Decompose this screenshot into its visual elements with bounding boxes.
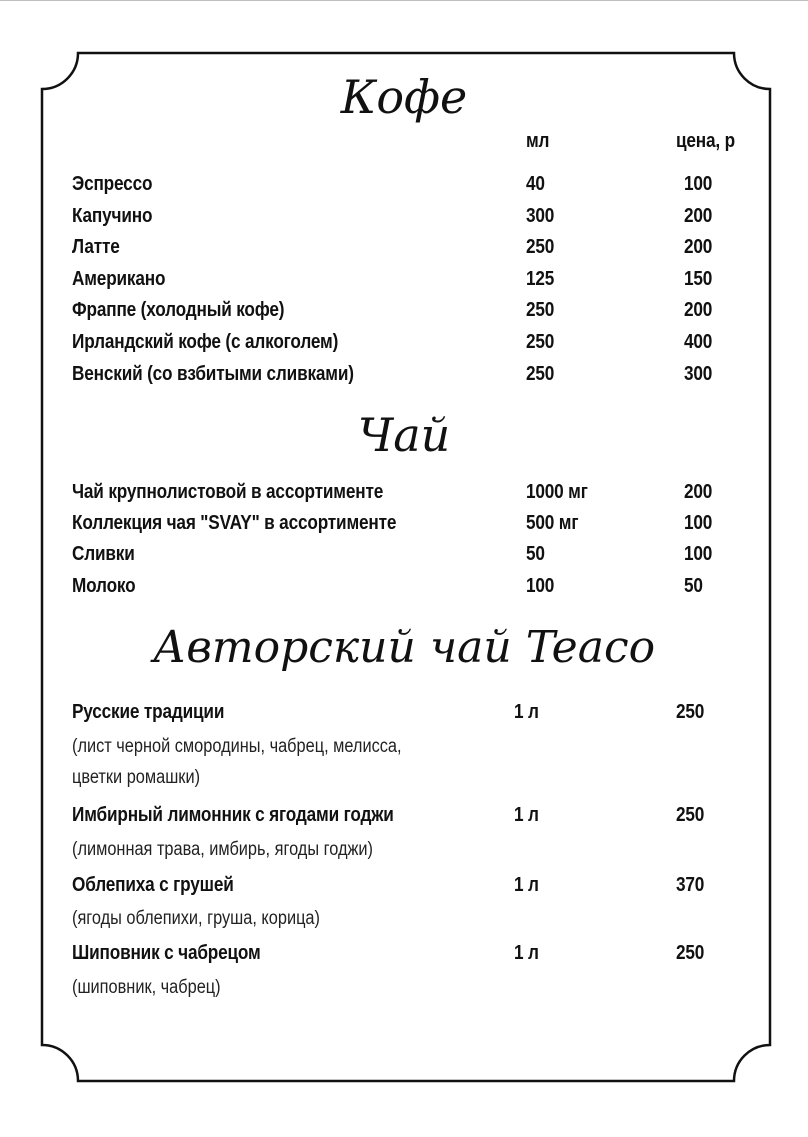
tea-heading: Чай — [357, 408, 451, 462]
price-column-header: цена, р — [676, 130, 735, 152]
coffee-item-volume: 250 — [526, 299, 555, 321]
coffee-item-price: 150 — [684, 268, 713, 290]
coffee-item-price: 400 — [684, 331, 713, 353]
coffee-heading: Кофе — [340, 70, 468, 124]
tea-item-volume: 100 — [526, 575, 555, 597]
author-tea-item-price: 250 — [676, 804, 705, 826]
author-tea-item-description: (ягоды облепихи, груша, корица) — [72, 908, 320, 929]
tea-item-name: Сливки — [72, 543, 135, 565]
author-tea-item-volume: 1 л — [514, 701, 539, 723]
tea-item-price: 50 — [684, 575, 703, 597]
author-tea-item-description: цветки ромашки) — [72, 767, 201, 788]
coffee-item-price: 200 — [684, 205, 713, 227]
author-tea-item-volume: 1 л — [514, 804, 539, 826]
coffee-item-volume: 250 — [526, 331, 555, 353]
coffee-item-name: Фраппе (холодный кофе) — [72, 299, 285, 321]
author-tea-heading: Авторский чай Teaco — [152, 622, 656, 673]
tea-item-volume: 1000 мг — [526, 481, 588, 503]
author-tea-item-name: Русские традиции — [72, 701, 225, 723]
coffee-item-name: Латте — [72, 236, 120, 258]
tea-item-price: 100 — [684, 512, 713, 534]
author-tea-item-volume: 1 л — [514, 874, 539, 896]
volume-column-header: мл — [526, 130, 550, 152]
coffee-item-volume: 250 — [526, 363, 555, 385]
coffee-item-name: Капучино — [72, 205, 153, 227]
coffee-item-name: Эспрессо — [72, 173, 153, 195]
author-tea-item-name: Имбирный лимонник с ягодами годжи — [72, 804, 394, 826]
author-tea-item-price: 250 — [676, 701, 705, 723]
coffee-item-name: Венский (со взбитыми сливками) — [72, 363, 354, 385]
coffee-item-volume: 250 — [526, 236, 555, 258]
author-tea-item-price: 370 — [676, 874, 705, 896]
coffee-item-price: 200 — [684, 299, 713, 321]
coffee-item-name: Американо — [72, 268, 166, 290]
tea-item-volume: 50 — [526, 543, 545, 565]
coffee-item-volume: 125 — [526, 268, 555, 290]
coffee-item-price: 100 — [684, 173, 713, 195]
tea-item-name: Молоко — [72, 575, 136, 597]
author-tea-item-description: (шиповник, чабрец) — [72, 977, 221, 998]
tea-item-name: Чай крупнолистовой в ассортименте — [72, 481, 384, 503]
coffee-item-price: 200 — [684, 236, 713, 258]
author-tea-item-description: (лист черной смородины, чабрец, мелисса, — [72, 736, 402, 757]
coffee-item-name: Ирландский кофе (с алкоголем) — [72, 331, 339, 353]
tea-item-price: 100 — [684, 543, 713, 565]
author-tea-item-name: Облепиха с грушей — [72, 874, 234, 896]
author-tea-item-description: (лимонная трава, имбирь, ягоды годжи) — [72, 839, 373, 860]
author-tea-item-name: Шиповник с чабрецом — [72, 942, 261, 964]
author-tea-item-price: 250 — [676, 942, 705, 964]
coffee-item-volume: 40 — [526, 173, 545, 195]
coffee-item-price: 300 — [684, 363, 713, 385]
tea-item-volume: 500 мг — [526, 512, 579, 534]
tea-item-name: Коллекция чая "SVAY" в ассортименте — [72, 512, 397, 534]
tea-item-price: 200 — [684, 481, 713, 503]
coffee-item-volume: 300 — [526, 205, 555, 227]
author-tea-item-volume: 1 л — [514, 942, 539, 964]
